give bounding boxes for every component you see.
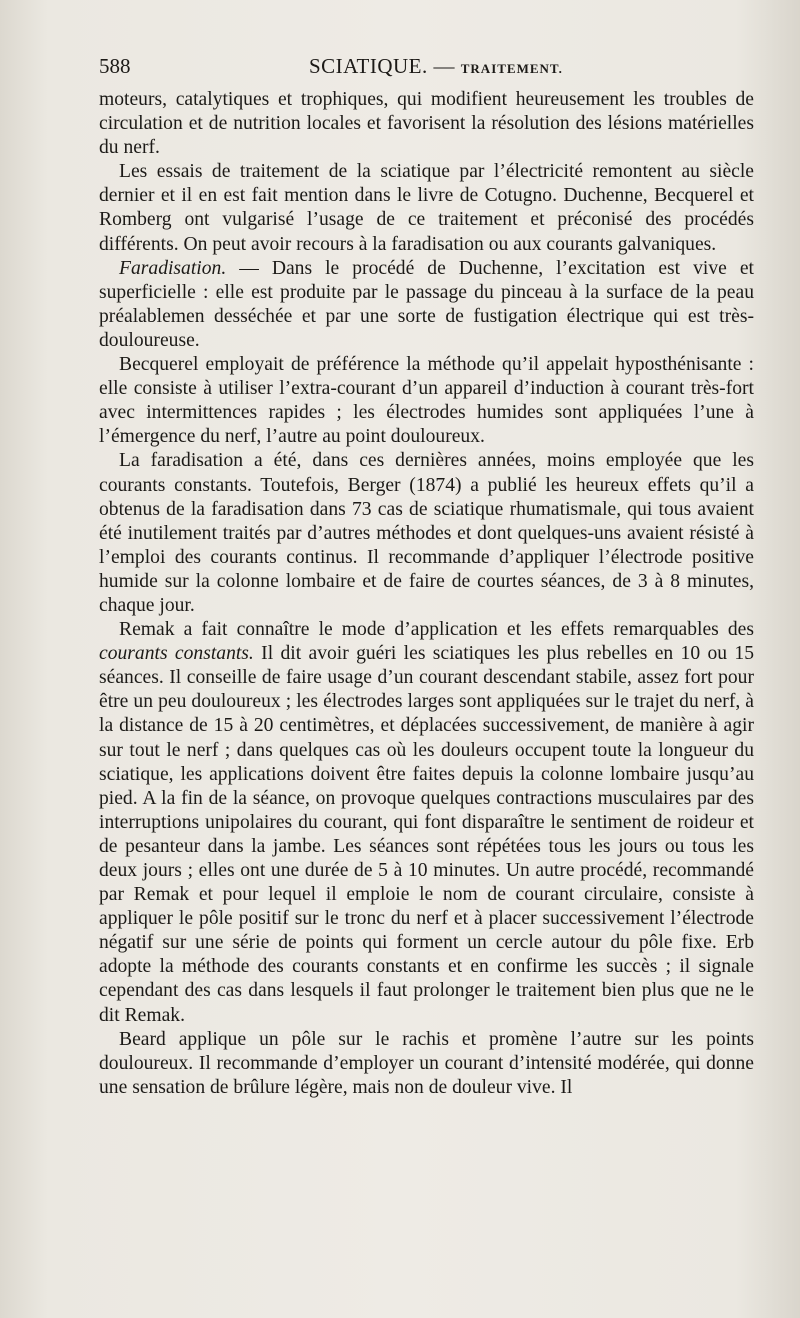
- paragraph-text: moteurs, catalytiques et trophiques, qui modifient heureusement les troubles de circulation et de nutrition locales et favorisent la résolution des lésions matérielles du nerf.: [99, 89, 754, 159]
- paragraph-becquerel: [99, 353, 754, 449]
- paragraph-text: Beard applique un pôle sur le rachis et promène l’autre sur les points douloureux. Il recommande d’employer un courant d’intensité modérée, qui donne une sensation de brûlure légère, mais non de douleur vive. Il: [99, 1028, 754, 1098]
- paragraph-text: Les essais de traitement de la sciatique par l’électricité remontent au siècle dernier et il en est fait mention dans le livre de Cotugno. Duchenne, Becquerel et Romberg ont vulgarisé l’usage de ce traitement et préconisé des procédés différents. On peut avoir recours à la faradisation ou aux courants galvaniques.: [99, 161, 754, 255]
- header-separator: —: [433, 54, 455, 78]
- paragraph-berger: [99, 449, 754, 618]
- paragraph-text: Il dit avoir guéri les sciatiques les plus rebelles en 10 ou 15 séances. Il conseille de faire usage d’un courant descendant stabile, assez fort pour être un peu douloureux ; les électrodes larges sont appliquées sur le trajet du nerf, à la distance de 15 à 20 centimètres, et déplacées successivement, de manière à agir sur tout le nerf ; dans quelques cas où les douleurs occupent toute la longueur du sciatique, les applications doivent être faites depuis la colonne lombaire jusqu’au pied. A la fin de la séance, on provoque quelques contractions musculaires par des interruptions unipolaires du courant, qui font disparaître le sentiment de roideur et de pesanteur dans la jambe. Les séances sont répétées tous les jours ou tous les deux jours ; elles ont une durée de 5 à 10 minutes. Un autre procédé, recommandé par Remak et pour lequel il emploie le nom de courant circulaire, consiste à appliquer le pôle positif sur le tronc du nerf et à placer successivement l’électrode négatif sur une série de points qui forment un cercle autour du pôle fixe. Erb adopte la méthode des courants constants et en confirme les succès ; il signale cependant des cas dans lesquels il faut prolonger le traitement bien plus que ne le dit Remak.: [99, 643, 754, 1026]
- emphasis-courants-constants: courants constants.: [99, 643, 254, 665]
- paragraph-text: La faradisation a été, dans ces dernières années, moins employée que les courants constants. Toutefois, Berger (1874) a publié les heureux effets qu’il a obtenus de la faradisation dans 73 cas de sciatique rhumatismale, qui tous avaient été inutilement traités par d’autres méthodes et dont quelques-uns avaient résisté à l’emploi des courants continus. Il recommande d’appliquer l’électrode positive humide sur la colonne lombaire et de faire de courtes séances, de 3 à 8 minutes, chaque jour.: [99, 450, 754, 616]
- paragraph-text: Remak a fait connaître le mode d’application et les effets remarquables des: [119, 619, 754, 641]
- paragraph-faradisation: [99, 257, 754, 353]
- paragraph-electricity-history: [99, 160, 754, 256]
- page-number: 588: [99, 54, 131, 78]
- section-heading-faradisation: Faradisation.: [119, 257, 227, 279]
- paragraph-remak: [99, 618, 754, 1028]
- body-text: [99, 88, 754, 1100]
- paragraph-text: — Dans le procédé de Duchenne, l’excitation est vive et superficielle : elle est produite par le passage du pinceau à la surface de la peau préalablemen desséchée et par une sorte de fustigation électrique qui est très-douloureuse.: [99, 257, 754, 351]
- paragraph-continuation: [99, 88, 754, 160]
- running-header: [99, 54, 754, 80]
- running-title: [309, 54, 563, 79]
- header-subtitle: TRAITEMENT.: [460, 61, 563, 76]
- paragraph-text: Becquerel employait de préférence la méthode qu’il appelait hyposthénisante : elle consiste à utiliser l’extra-courant d’un appareil d’induction à courant très-fort avec intermittences rapides ; les électrodes humides sont appliquées l’une à l’émergence du nerf, l’autre au point douloureux.: [99, 354, 754, 448]
- paragraph-beard: [99, 1028, 754, 1100]
- header-title: SCIATIQUE.: [309, 54, 428, 78]
